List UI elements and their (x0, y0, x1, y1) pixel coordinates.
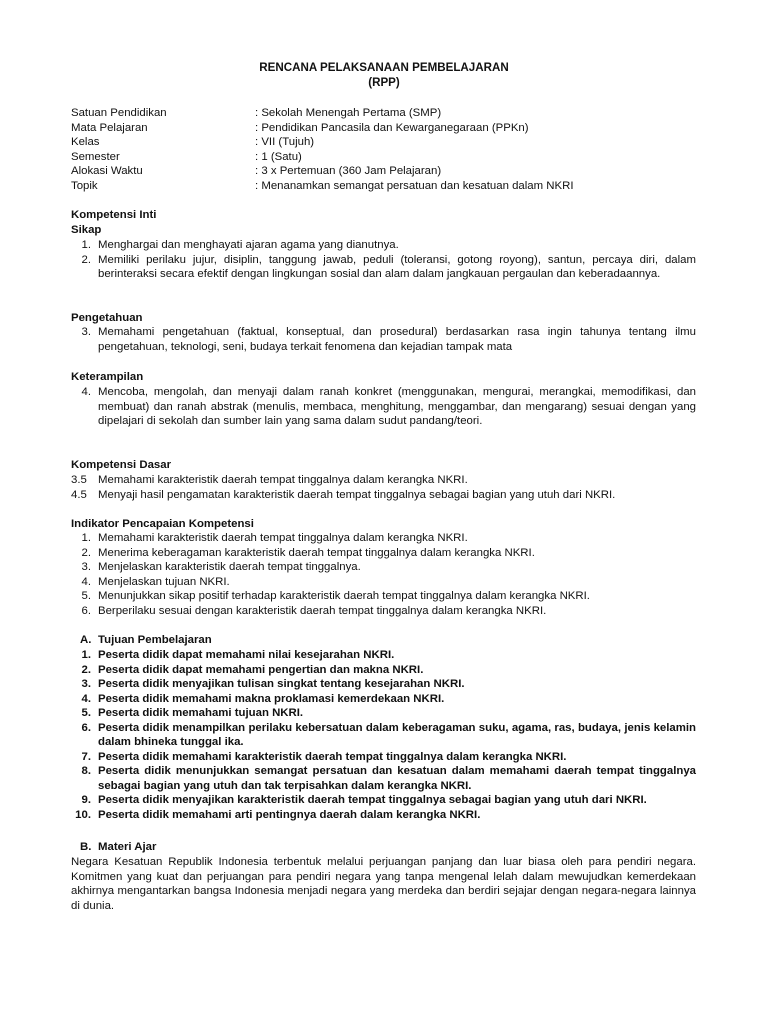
list-item (71, 546, 696, 561)
item-number: 4. (81, 692, 91, 705)
indikator-list (71, 531, 696, 618)
indikator-heading: Indikator Pencapaian Kompetensi (71, 518, 254, 530)
section-title: Materi Ajar (98, 841, 157, 853)
list-item (71, 750, 696, 765)
item-number: 1. (81, 649, 91, 661)
identity-value: : VII (Tujuh) (255, 136, 315, 149)
tujuan-list (71, 648, 696, 822)
item-number: 1. (81, 239, 91, 251)
list-item (71, 648, 696, 663)
item-text: Menjelaskan tujuan NKRI. (98, 575, 230, 588)
identity-row (71, 150, 711, 165)
list-item (71, 808, 696, 823)
pengetahuan-heading: Pengetahuan (71, 312, 143, 324)
identity-row (71, 179, 711, 194)
item-number: 10. (75, 808, 91, 821)
list-item (71, 604, 696, 619)
identity-table (71, 106, 711, 194)
list-item (71, 589, 696, 604)
item-number: 1. (81, 532, 91, 544)
section-letter: B. (80, 841, 92, 853)
list-item (71, 764, 696, 793)
item-text: Memahami karakteristik daerah tempat tinggalnya dalam kerangka NKRI. (98, 474, 468, 486)
item-number: 8. (81, 765, 91, 777)
item-text: Menghargai dan menghayati ajaran agama yang dianutnya. (98, 239, 399, 251)
item-text: Menjelaskan karakteristik daerah tempat tinggalnya. (98, 561, 361, 573)
item-number: 5. (81, 707, 91, 719)
item-number: 3. (81, 561, 91, 573)
list-item (71, 473, 696, 488)
item-number: 4. (81, 575, 91, 588)
item-text: Peserta didik dapat memahami nilai kesejarahan NKRI. (98, 649, 395, 661)
item-text: Berperilaku sesuai dengan karakteristik daerah tempat tinggalnya dalam kerangka NKRI. (98, 604, 547, 617)
list-item (71, 488, 696, 503)
item-number: 3. (81, 678, 91, 690)
list-item (71, 325, 696, 354)
identity-label: Semester (71, 150, 120, 163)
item-number: 9. (81, 794, 91, 806)
item-number: 3. (81, 326, 91, 338)
document-title: RENCANA PELAKSANAAN PEMBELAJARAN (259, 61, 509, 74)
document-subtitle: (RPP) (368, 76, 400, 89)
sikap-list (71, 238, 696, 282)
identity-row (71, 121, 711, 136)
item-text: Peserta didik dapat memahami pengertian dan makna NKRI. (98, 663, 424, 676)
list-item (71, 793, 696, 808)
materi-paragraph: Negara Kesatuan Republik Indonesia terbentuk melalui perjuangan panjang dan luar biasa oleh para pendiri negara. Komitmen yang kuat dan perjuangan para pendiri negara yang tanpa mengenal lelah dalam mewujudkan kemerdekaan akhirnya mengantarkan bangsa Indonesia menjadi negara yang merdeka dan berdiri sejajar dengan negara-negara lainnya di dunia. (71, 856, 696, 912)
list-item (71, 677, 696, 692)
list-item (71, 253, 696, 282)
list-item (71, 692, 696, 707)
identity-label: Kelas (71, 136, 100, 149)
item-text: Mencoba, mengolah, dan menyaji dalam ranah konkret (menggunakan, mengurai, merangkai, memodifikasi, dan membuat) dan ranah abstrak (menulis, membaca, menghitung, menggambar, dan mengarang) sesuai dengan yang dipelajari di sekolah dan sumber lain yang sama dalam sudut pandang/teori. (98, 386, 696, 427)
kompetensi-dasar-heading: Kompetensi Dasar (71, 459, 172, 471)
item-number: 3.5 (71, 474, 87, 486)
list-item (71, 663, 696, 678)
item-text: Peserta didik menyajikan tulisan singkat tentang kesejarahan NKRI. (98, 678, 465, 690)
kompetensi-dasar-list (71, 473, 696, 502)
list-item (71, 721, 696, 750)
item-text: Menyaji hasil pengamatan karakteristik daerah tempat tinggalnya sebagai bagian yang utuh dari NKRI. (98, 488, 616, 501)
tujuan-heading (71, 633, 212, 648)
keterampilan-heading: Keterampilan (71, 371, 144, 383)
item-number: 6. (81, 604, 91, 617)
item-number: 4.5 (71, 488, 87, 501)
item-text: Peserta didik memahami arti pentingnya daerah dalam kerangka NKRI. (98, 808, 481, 821)
identity-row (71, 164, 711, 179)
keterampilan-list (71, 385, 696, 429)
pengetahuan-list (71, 325, 696, 354)
item-text: Memahami pengetahuan (faktual, konseptual, dan prosedural) berdasarkan rasa ingin tahunya tentang ilmu pengetahuan, teknologi, seni, budaya terkait fenomena dan kejadian tampak mata (98, 326, 696, 353)
identity-label: Topik (71, 179, 98, 192)
list-item (71, 531, 696, 546)
identity-label: Alokasi Waktu (71, 165, 143, 178)
identity-value: : Menanamkan semangat persatuan dan kesatuan dalam NKRI (255, 179, 574, 192)
item-number: 7. (81, 750, 91, 763)
section-title: Tujuan Pembelajaran (98, 634, 212, 646)
item-number: 5. (81, 590, 91, 602)
list-item (71, 706, 696, 721)
item-text: Menunjukkan sikap positif terhadap karakteristik daerah tempat tinggalnya dalam kerangka NKRI. (98, 590, 590, 602)
kompetensi-inti-heading: Kompetensi Inti (71, 209, 157, 221)
item-text: Peserta didik memahami karakteristik daerah tempat tinggalnya dalam kerangka NKRI. (98, 750, 567, 763)
list-item (71, 385, 696, 429)
item-number: 4. (81, 386, 91, 398)
item-number: 6. (81, 721, 91, 734)
item-text: Peserta didik menyajikan karakteristik daerah tempat tinggalnya sebagai bagian yang utuh dari NKRI. (98, 794, 647, 806)
identity-row (71, 106, 711, 121)
materi-heading (71, 840, 156, 855)
item-number: 2. (81, 546, 91, 559)
identity-value: : Sekolah Menengah Pertama (SMP) (255, 107, 442, 119)
item-text: Memiliki perilaku jujur, disiplin, tanggung jawab, peduli (toleransi, gotong royong), santun, percaya diri, dalam berinteraksi secara efektif dengan lingkungan sosial dan alam dalam jangkauan pergaulan dan keberadaannya. (98, 253, 696, 280)
item-number: 2. (81, 253, 91, 266)
item-text: Menerima keberagaman karakteristik daerah tempat tinggalnya dalam kerangka NKRI. (98, 546, 535, 559)
identity-value: : Pendidikan Pancasila dan Kewarganegaraan (PPKn) (255, 121, 529, 134)
list-item (71, 575, 696, 590)
item-text: Peserta didik menampilkan perilaku kebersatuan dalam keberagaman suku, agama, ras, budaya, jenis kelamin dalam bhineka tunggal ika. (98, 721, 696, 748)
identity-label: Satuan Pendidikan (71, 107, 167, 119)
item-text: Memahami karakteristik daerah tempat tinggalnya dalam kerangka NKRI. (98, 532, 468, 544)
section-letter: A. (80, 634, 92, 646)
list-item (71, 560, 696, 575)
item-text: Peserta didik memahami makna proklamasi kemerdekaan NKRI. (98, 692, 445, 705)
sikap-heading: Sikap (71, 224, 102, 236)
identity-value: : 3 x Pertemuan (360 Jam Pelajaran) (255, 165, 442, 178)
identity-label: Mata Pelajaran (71, 121, 148, 134)
item-text: Peserta didik menunjukkan semangat persatuan dan kesatuan dalam memahami daerah tempat tinggalnya sebagai bagian yang utuh dan tak terpisahkan dalam kerangka NKRI. (98, 765, 696, 792)
item-text: Peserta didik memahami tujuan NKRI. (98, 707, 304, 719)
identity-row (71, 135, 711, 150)
list-item (71, 238, 696, 253)
identity-value: : 1 (Satu) (255, 150, 302, 163)
item-number: 2. (81, 663, 91, 676)
